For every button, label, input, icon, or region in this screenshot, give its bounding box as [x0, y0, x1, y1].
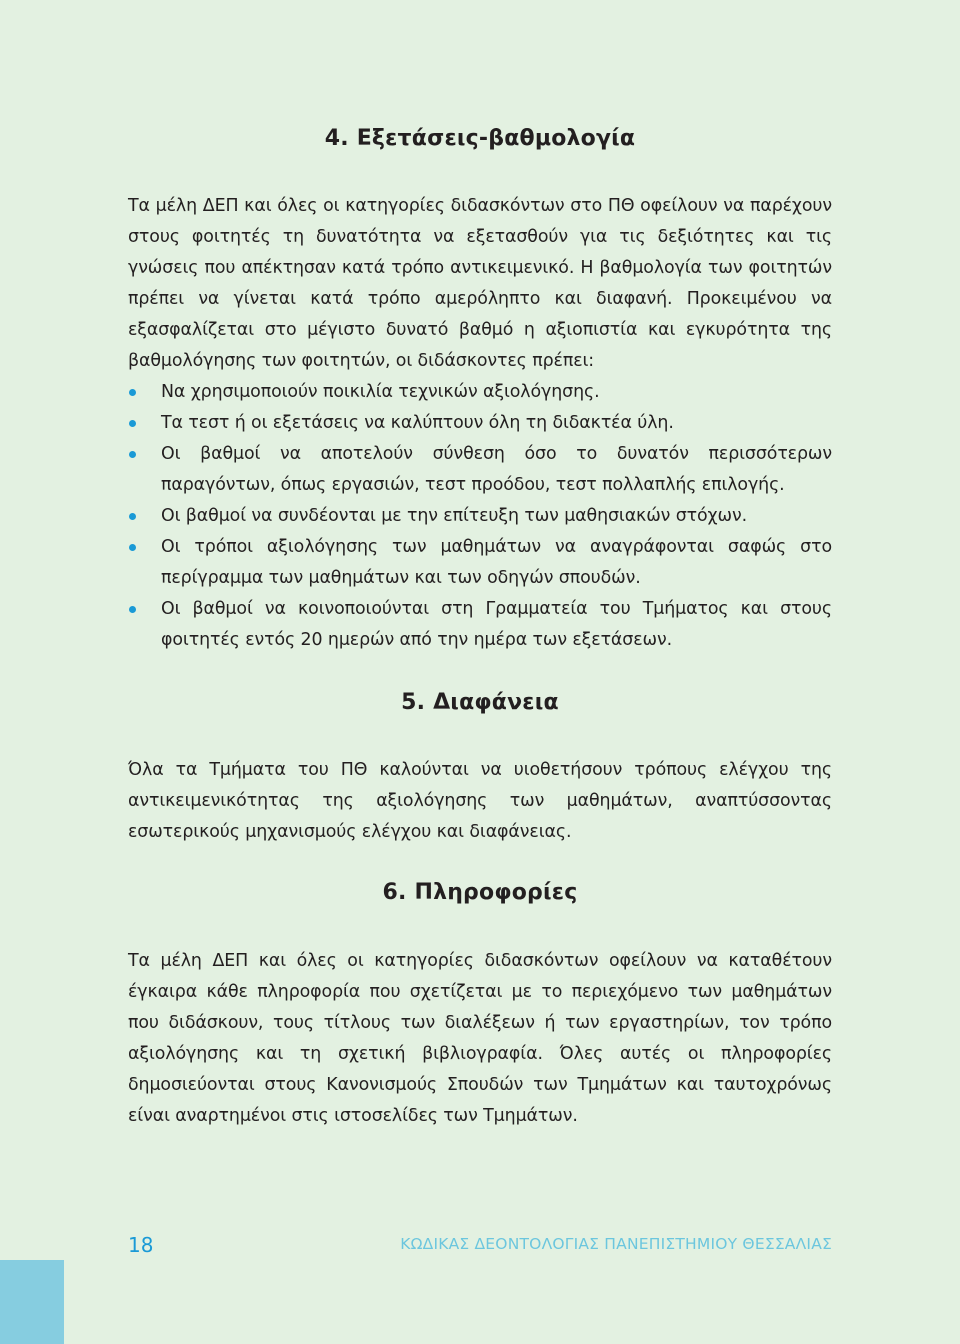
section-body-exams — [128, 191, 832, 656]
list-item-text: Οι βαθμοί να αποτελούν σύνθεση όσο το δυνατόν περισσότερων παραγόντων, όπως εργασιών, τεστ προόδου, τεστ πολλαπλής επιλογής. — [161, 444, 832, 495]
list-item-text: Τα τεστ ή οι εξετάσεις να καλύπτουν όλη τη διδακτέα ύλη. — [161, 413, 674, 433]
transparency-paragraph: Όλα τα Τμήματα του ΠΘ καλούνται να υιοθετήσουν τρόπους ελέγχου της αντικειμενικότητας της αξιολόγησης των μαθημάτων, αναπτύσσοντας εσωτερικούς μηχανισμούς ελέγχου και διαφάνειας. — [128, 760, 832, 842]
section-body-information — [128, 946, 832, 1132]
section-title-information: 6. Πληροφορίες — [382, 880, 578, 905]
bullet-icon — [129, 544, 136, 551]
list-item — [128, 501, 832, 532]
section-body-transparency — [128, 755, 832, 848]
list-item-text: Να χρησιμοποιούν ποικιλία τεχνικών αξιολόγησης. — [161, 382, 600, 402]
list-item-text: Οι βαθμοί να συνδέονται με την επίτευξη των μαθησιακών στόχων. — [161, 506, 747, 526]
section-title-exams: 4. Εξετάσεις-βαθμολογία — [324, 126, 636, 151]
list-item — [128, 377, 832, 408]
bullet-icon — [129, 420, 136, 427]
list-item — [128, 532, 832, 594]
list-item-text: Οι τρόποι αξιολόγησης των μαθημάτων να αναγράφονται σαφώς στο περίγραμμα των μαθημάτων και των οδηγών σπουδών. — [161, 537, 832, 588]
information-paragraph: Τα μέλη ΔΕΠ και όλες οι κατηγορίες διδασκόντων οφείλουν να καταθέτουν έγκαιρα κάθε πληροφορία που σχετίζεται με το περιεχόμενο των μαθημάτων που διδάσκουν, τους τίτλους των διαλέξεων ή των εργαστηρίων, τον τρόπο αξιολόγησης και τη σχετική βιβλιογραφία. Όλες αυτές οι πληροφορίες δημοσιεύονται στους Κανονισμούς Σπουδών των Τμημάτων και ταυτοχρόνως είναι αναρτημένοι στις ιστοσελίδες των Τμημάτων. — [128, 951, 832, 1126]
list-item — [128, 594, 832, 656]
bullet-icon — [129, 606, 136, 613]
list-item — [128, 408, 832, 439]
list-item — [128, 439, 832, 501]
bullet-icon — [129, 389, 136, 396]
page-number: 18 — [128, 1233, 154, 1257]
exams-requirements-list — [128, 377, 832, 656]
running-title: ΚΩΔΙΚΑΣ ΔΕΟΝΤΟΛΟΓΙΑΣ ΠΑΝΕΠΙΣΤΗΜΙΟΥ ΘΕΣΣΑΛΙΑΣ — [400, 1235, 832, 1253]
exams-intro-paragraph: Τα μέλη ΔΕΠ και όλες οι κατηγορίες διδασκόντων στο ΠΘ οφείλουν να παρέχουν στους φοιτητές τη δυνατότητα να εξετασθούν για τις δεξιότητες και τις γνώσεις που απέκτησαν κατά τρόπο αντικειμενικό. Η βαθμολογία των φοιτητών πρέπει να γίνεται κατά τρόπο αμερόληπτο και διαφανή. Προκειμένου να εξασφαλίζεται στο μέγιστο δυνατό βαθμό η αξιοπιστία και εγκυρότητα της βαθμολόγησης των φοιτητών, οι διδάσκοντες πρέπει: — [128, 196, 832, 371]
corner-tab-decoration — [0, 1260, 64, 1344]
list-item-text: Οι βαθμοί να κοινοποιούνται στη Γραμματεία του Τμήματος και στους φοιτητές εντός 20 ημερών από την ημέρα των εξετάσεων. — [161, 599, 832, 650]
bullet-icon — [129, 451, 136, 458]
section-title-transparency: 5. Διαφάνεια — [401, 690, 559, 715]
bullet-icon — [129, 513, 136, 520]
